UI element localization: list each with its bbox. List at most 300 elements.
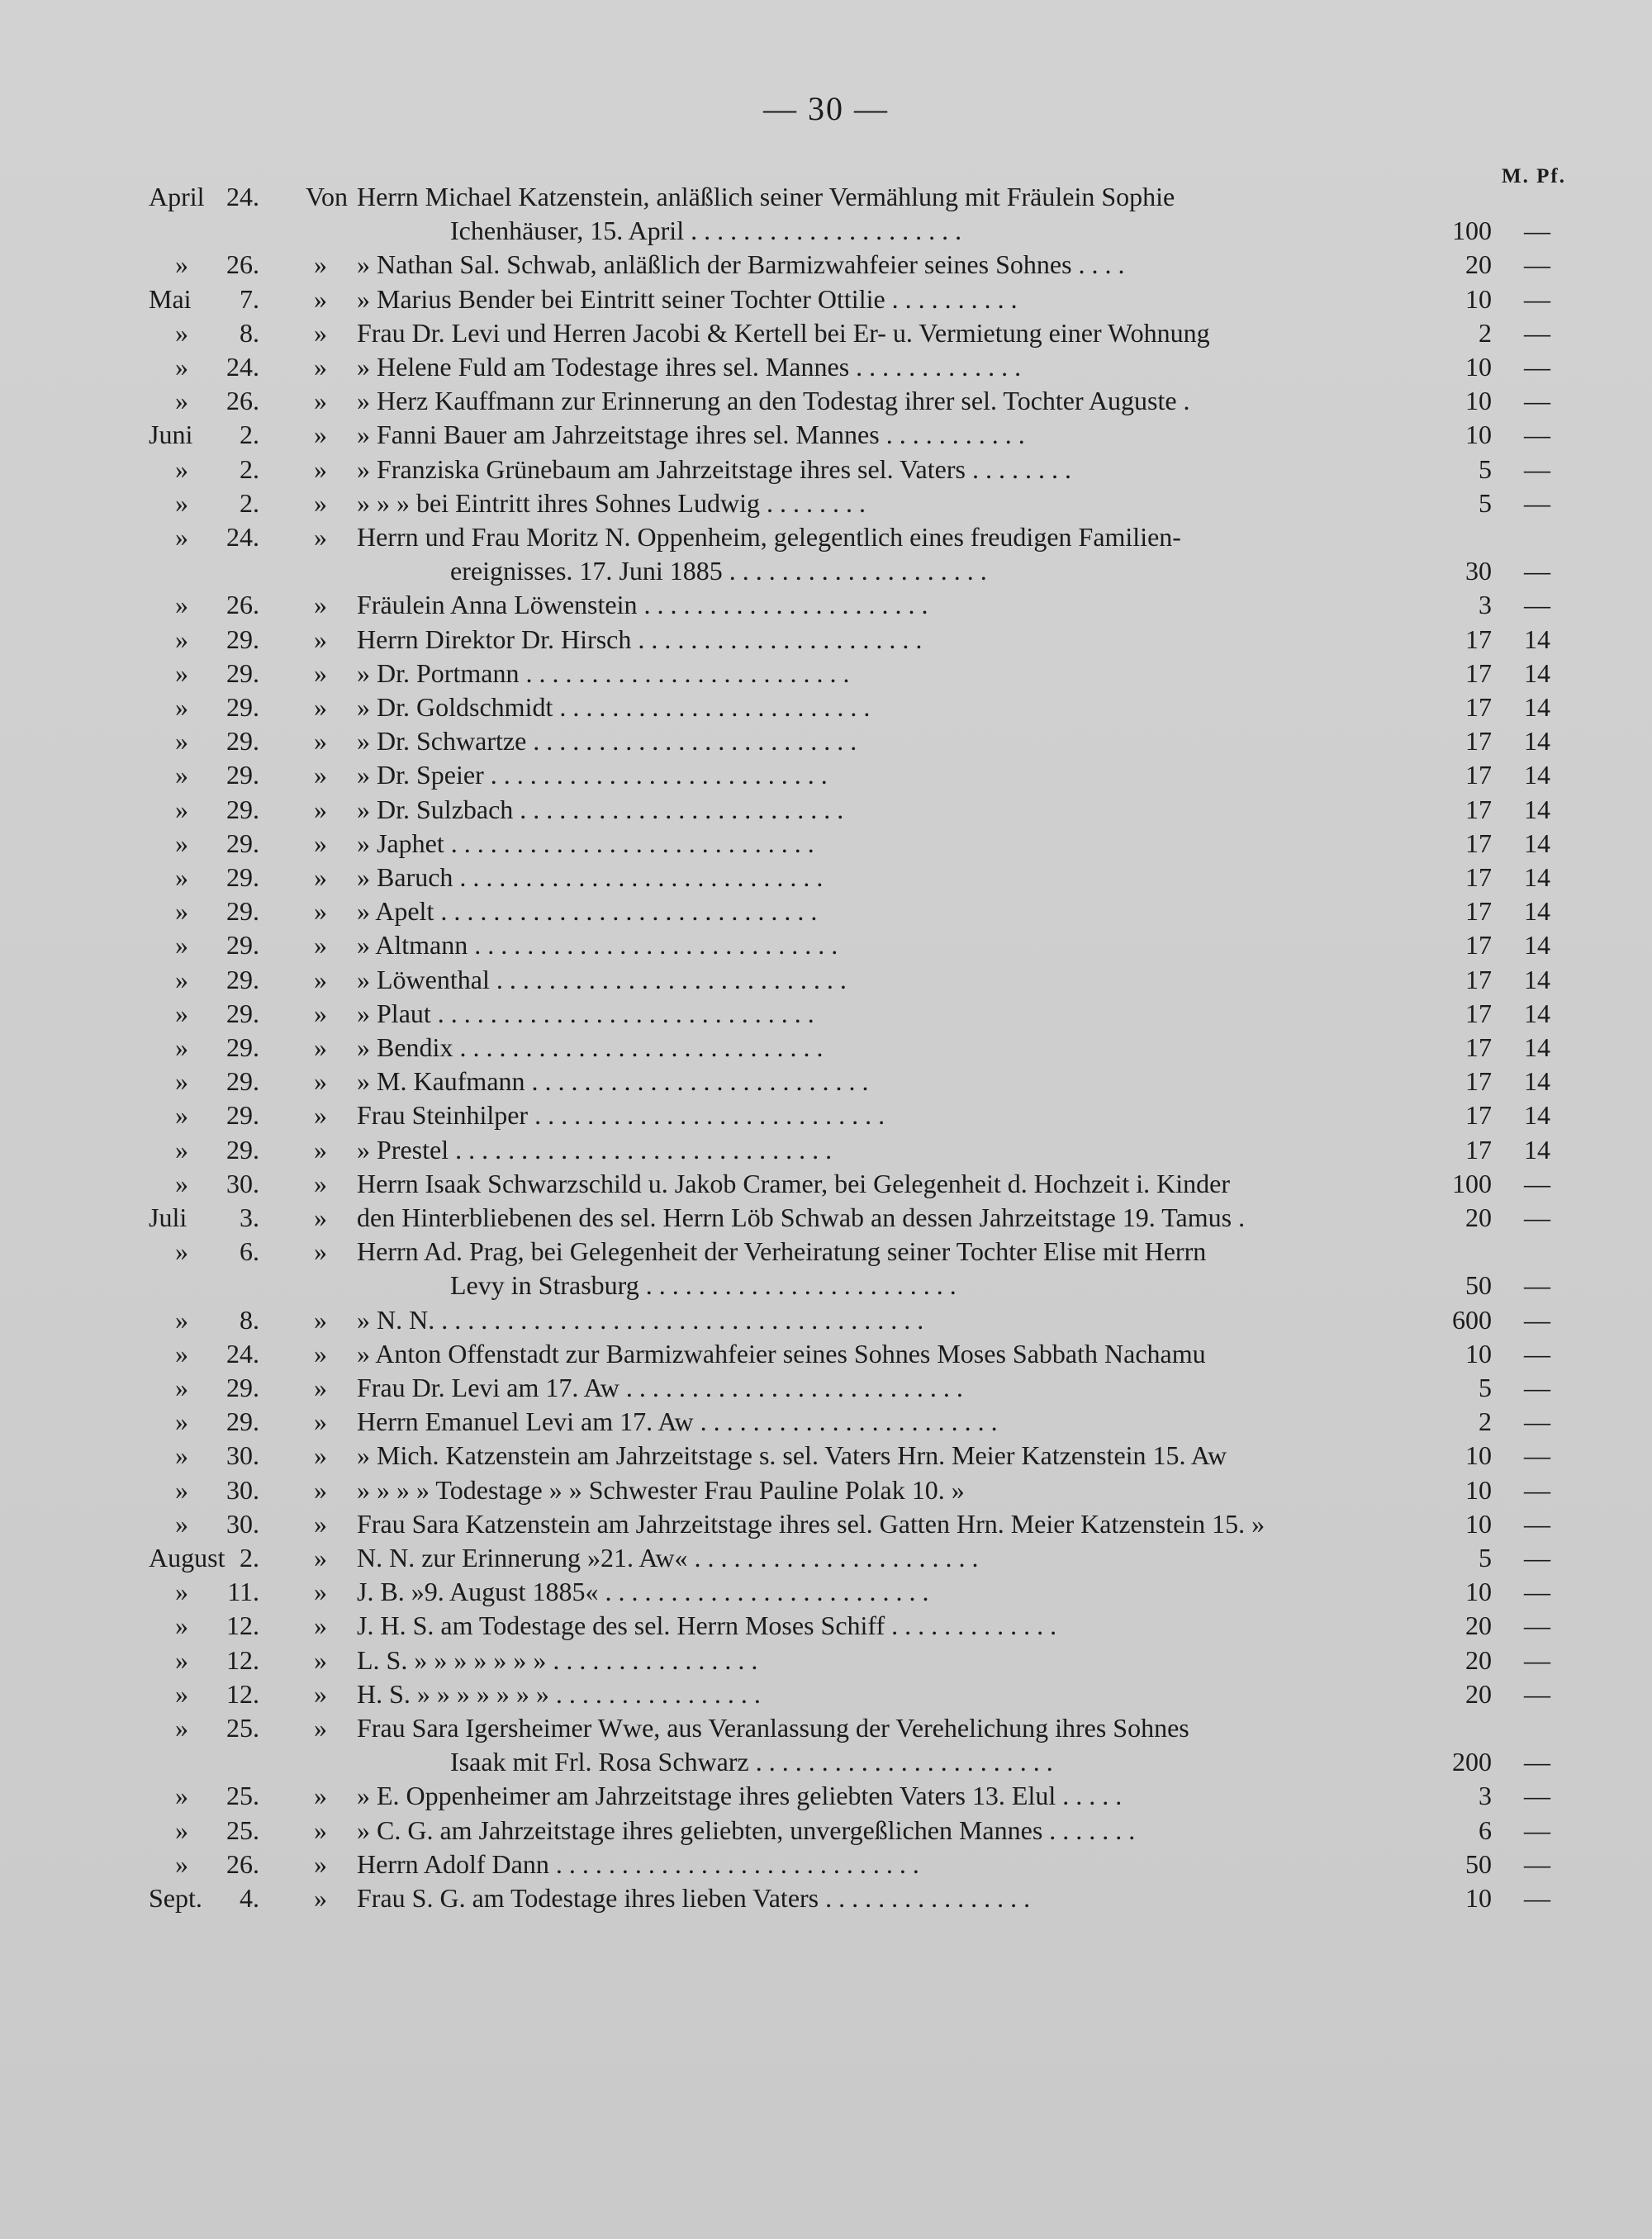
entry-day: 12. [226,1644,259,1675]
entry-text: Frau Dr. Levi und Herren Jacobi & Kertell bei Er- u. Vermietung einer Wohnung [357,317,1210,348]
entry-month: » [175,453,188,484]
entry-day: 8. [240,317,259,348]
entry-text: Herrn Isaak Schwarzschild u. Jakob Cramer, bei Gelegenheit d. Hochzeit i. Kinder [357,1168,1231,1198]
entry-month: » [175,1508,188,1539]
entry-amount-pfennig: — [1524,216,1550,246]
entry-month: » [175,692,188,722]
entry-text: den Hinterbliebenen des sel. Herrn Löb Schwab an dessen Jahrzeitstage 19. Tamus . [357,1203,1246,1232]
entry-amount-mark: 10 [1465,1508,1492,1539]
entry-day: 29. [226,760,259,790]
entry-von: » [314,1338,327,1369]
entry-amount-pfennig: 14 [1524,1100,1550,1131]
entry-row [0,1676,1652,1712]
entry-text: Fräulein Anna Löwenstein . . . . . . . . . . . . . . . . . . . . . . [357,590,928,620]
entry-day: 29. [226,692,259,722]
entry-month: » [175,760,188,790]
entry-von: » [314,1032,327,1062]
entry-amount-mark: 2 [1479,317,1492,348]
entry-amount-pfennig: — [1524,1203,1550,1232]
entry-amount-mark: 5 [1479,453,1492,484]
entry-von: » [314,964,327,994]
entry-amount-mark: 30 [1465,556,1492,586]
entry-day: 29. [226,624,259,654]
entry-day: 26. [226,249,259,280]
entry-text: H. S. » » » » » » » . . . . . . . . . . . . . . . . [357,1678,761,1709]
entry-amount-pfennig: — [1524,1338,1550,1369]
entry-von: » [314,1644,327,1675]
entry-day: 29. [226,862,259,892]
entry-text: » Helene Fuld am Todestage ihres sel. Mannes . . . . . . . . . . . . . [357,352,1022,382]
entry-text: Herrn Adolf Dann . . . . . . . . . . . . . . . . . . . . . . . . . . . . [357,1848,919,1879]
entry-day: 29. [226,726,259,757]
entry-amount-mark: 17 [1465,1100,1492,1131]
entry-row [0,349,1652,385]
entry-day: 26. [226,386,259,416]
entry-row [0,1437,1652,1473]
entry-day: 3. [240,1203,259,1232]
entry-day: 24. [226,522,259,552]
entry-text: Levy in Strasburg . . . . . . . . . . . . . . . . . . . . . . . . [450,1270,957,1301]
entry-amount-pfennig: — [1524,1814,1550,1845]
entry-von: » [314,1440,327,1471]
entry-row [0,1335,1652,1372]
entry-amount-mark: 17 [1465,624,1492,654]
entry-month: » [175,1134,188,1165]
entry-day: 29. [226,1032,259,1062]
entry-amount-pfennig: — [1524,1304,1550,1335]
entry-amount-pfennig: — [1524,420,1550,450]
entry-text: » Prestel . . . . . . . . . . . . . . . . . . . . . . . . . . . . . [357,1134,833,1165]
entry-row [0,1812,1652,1848]
entry-amount-pfennig: — [1524,1168,1550,1198]
entry-row [0,1472,1652,1508]
entry-month: » [175,1781,188,1811]
entry-amount-mark: 17 [1465,998,1492,1028]
entry-month: » [175,1644,188,1675]
entry-text: » Löwenthal . . . . . . . . . . . . . . . . . . . . . . . . . . . [357,964,847,994]
entry-amount-mark: 10 [1465,283,1492,314]
entry-month: » [175,1066,188,1097]
entry-amount-pfennig: — [1524,1577,1550,1607]
page-number: — 30 — [763,90,889,127]
entry-text: » Dr. Schwartze . . . . . . . . . . . . . . . . . . . . . . . . . [357,726,857,757]
entry-amount-mark: 17 [1465,828,1492,858]
entry-month: » [175,657,188,688]
entry-text: N. N. zur Erinnerung »21. Aw« . . . . . . . . . . . . . . . . . . . . . . [357,1543,979,1573]
entry-amount-pfennig: 14 [1524,794,1550,824]
entry-day: 2. [240,453,259,484]
entry-text: » Franziska Grünebaum am Jahrzeitstage ihres sel. Vaters . . . . . . . . [357,453,1071,484]
entry-row [0,757,1652,793]
entry-text: Herrn Ad. Prag, bei Gelegenheit der Verheiratung seiner Tochter Elise mit Herrn [357,1236,1207,1267]
entry-text: » Herz Kauffmann zur Erinnerung an den Todestag ihrer sel. Tochter Auguste . [357,386,1190,416]
entry-amount-mark: 10 [1465,1338,1492,1369]
entry-row-continuation [0,1743,1652,1780]
currency-header: M. Pf. [1502,165,1566,187]
entry-day: 29. [226,930,259,961]
entry-month: » [175,386,188,416]
entry-month: » [175,522,188,552]
entry-text: Frau S. G. am Todestage ihres lieben Vaters . . . . . . . . . . . . . . . . [357,1883,1031,1913]
entry-amount-mark: 50 [1465,1848,1492,1879]
entry-month: » [175,896,188,927]
entry-row [0,893,1652,929]
entry-text: Herrn Emanuel Levi am 17. Aw . . . . . . . . . . . . . . . . . . . . . . . [357,1406,998,1437]
entry-amount-mark: 10 [1465,1474,1492,1505]
entry-von: » [314,386,327,416]
entry-row-continuation [0,212,1652,249]
entry-von: » [314,352,327,382]
entry-amount-pfennig: — [1524,1610,1550,1641]
entry-amount-mark: 5 [1479,1373,1492,1402]
entry-month: » [175,1236,188,1267]
entry-von: » [314,590,327,620]
entry-row [0,1607,1652,1644]
entry-amount-pfennig: — [1524,1848,1550,1879]
entry-day: 11. [227,1577,259,1607]
entry-amount-mark: 10 [1465,352,1492,382]
entry-row-continuation [0,553,1652,589]
entry-text: » » » bei Eintritt ihres Sohnes Ludwig . . . . . . . . [357,487,866,518]
entry-amount-pfennig: 14 [1524,1066,1550,1097]
entry-day: 26. [226,1848,259,1879]
entry-row [0,416,1652,453]
entry-text: » Plaut . . . . . . . . . . . . . . . . . . . . . . . . . . . . . [357,998,814,1028]
entry-amount-pfennig: — [1524,1270,1550,1301]
entry-month: August [149,1543,225,1573]
entry-amount-pfennig: — [1524,283,1550,314]
entry-day: 25. [226,1781,259,1811]
entry-day: 4. [240,1883,259,1913]
entry-month: » [175,862,188,892]
entry-row [0,1846,1652,1882]
entry-amount-mark: 5 [1479,1543,1492,1573]
entry-row [0,1233,1652,1269]
entry-row [0,1369,1652,1406]
entry-amount-pfennig: 14 [1524,896,1550,927]
entry-month: » [175,487,188,518]
entry-amount-mark: 17 [1465,1032,1492,1062]
entry-amount-mark: 17 [1465,726,1492,757]
entry-day: 29. [226,896,259,927]
entry-von: » [314,1577,327,1607]
entry-row [0,1097,1652,1133]
entry-amount-pfennig: — [1524,1373,1550,1402]
entry-day: 26. [226,590,259,620]
entry-amount-pfennig: — [1524,487,1550,518]
entry-text: ereignisses. 17. Juni 1885 . . . . . . . . . . . . . . . . . . . . [450,556,987,586]
entry-amount-mark: 10 [1465,1577,1492,1607]
entry-amount-pfennig: 14 [1524,828,1550,858]
entry-amount-pfennig: — [1524,386,1550,416]
entry-month: » [175,1440,188,1471]
entry-amount-pfennig: — [1524,1678,1550,1709]
entry-von: » [314,249,327,280]
entry-month: Sept. [149,1883,202,1913]
entry-amount-pfennig: — [1524,590,1550,620]
entry-month: Mai [149,283,192,314]
entry-amount-pfennig: 14 [1524,964,1550,994]
entry-von: » [314,1713,327,1743]
entry-von: » [314,1236,327,1267]
entry-day: 29. [226,964,259,994]
entry-day: 29. [226,657,259,688]
entry-von: » [314,1168,327,1198]
entry-amount-mark: 6 [1479,1814,1492,1845]
entry-day: 24. [226,182,259,211]
entry-amount-pfennig: — [1524,453,1550,484]
entry-month: » [175,828,188,858]
entry-text: » Apelt . . . . . . . . . . . . . . . . . . . . . . . . . . . . . [357,896,818,927]
entry-text: Isaak mit Frl. Rosa Schwarz . . . . . . . . . . . . . . . . . . . . . . . [450,1747,1053,1777]
entry-text: » Japhet . . . . . . . . . . . . . . . . . . . . . . . . . . . . [357,828,814,858]
entry-month: » [175,930,188,961]
entry-amount-pfennig: — [1524,1747,1550,1777]
entry-von: » [314,794,327,824]
entry-text: L. S. » » » » » » » . . . . . . . . . . . . . . . . [357,1644,758,1675]
entry-day: 8. [240,1304,259,1335]
entry-text: » Dr. Speier . . . . . . . . . . . . . . . . . . . . . . . . . . [357,760,828,790]
entry-amount-mark: 17 [1465,964,1492,994]
entry-amount-pfennig: 14 [1524,657,1550,688]
entry-amount-mark: 20 [1465,1610,1492,1641]
entry-amount-mark: 10 [1465,1440,1492,1471]
entry-row [0,723,1652,759]
entry-month: » [175,1168,188,1198]
entry-amount-pfennig: — [1524,556,1550,586]
entry-day: 12. [226,1678,259,1709]
entry-amount-pfennig: — [1524,1644,1550,1675]
entry-day: 2. [240,420,259,450]
entry-row [0,1710,1652,1746]
entry-von: » [314,1543,327,1573]
entry-amount-mark: 17 [1465,862,1492,892]
entry-day: 24. [226,352,259,382]
entry-day: 25. [226,1713,259,1743]
entry-amount-mark: 20 [1465,1678,1492,1709]
entry-text: » M. Kaufmann . . . . . . . . . . . . . . . . . . . . . . . . . . [357,1066,869,1097]
entry-amount-pfennig: 14 [1524,692,1550,722]
entry-month: » [175,1304,188,1335]
entry-month: » [175,624,188,654]
entry-day: 30. [226,1474,259,1505]
entry-month: » [175,249,188,280]
entry-day: 30. [226,1440,259,1471]
entry-row [0,995,1652,1032]
entry-amount-pfennig: — [1524,1883,1550,1913]
entry-row [0,1506,1652,1542]
entry-day: 29. [226,1373,259,1402]
entry-amount-mark: 200 [1452,1747,1492,1777]
entry-text: » Fanni Bauer am Jahrzeitstage ihres sel. Mannes . . . . . . . . . . . [357,420,1025,450]
entry-row [0,621,1652,657]
entry-amount-mark: 10 [1465,420,1492,450]
entry-month: Juli [149,1203,188,1232]
entry-amount-mark: 2 [1479,1406,1492,1437]
entry-von: » [314,896,327,927]
entry-row [0,1573,1652,1610]
entry-row [0,1880,1652,1916]
entry-von: » [314,998,327,1028]
entry-amount-pfennig: — [1524,1543,1550,1573]
entry-amount-pfennig: — [1524,1406,1550,1437]
entry-amount-pfennig: 14 [1524,1134,1550,1165]
entry-amount-mark: 20 [1465,1644,1492,1675]
entry-day: 6. [240,1236,259,1267]
entry-row [0,791,1652,828]
entry-month: » [175,590,188,620]
entry-row [0,1131,1652,1168]
entry-text: » Mich. Katzenstein am Jahrzeitstage s. sel. Vaters Hrn. Meier Katzenstein 15. Aw [357,1440,1227,1471]
entry-day: 24. [226,1338,259,1369]
entry-von: » [314,1406,327,1437]
entry-row [0,246,1652,282]
entry-amount-mark: 10 [1465,1883,1492,1913]
entry-text: Frau Sara Igersheimer Wwe, aus Veranlassung der Verehelichung ihres Sohnes [357,1713,1189,1743]
entry-text: Frau Dr. Levi am 17. Aw . . . . . . . . . . . . . . . . . . . . . . . . . . [357,1373,963,1402]
entry-row [0,1302,1652,1338]
entry-amount-mark: 17 [1465,657,1492,688]
entry-text: Frau Steinhilper . . . . . . . . . . . . . . . . . . . . . . . . . . . [357,1100,885,1131]
entry-von: » [314,453,327,484]
entry-row [0,281,1652,317]
entry-row [0,859,1652,895]
entry-von: » [314,1100,327,1131]
entry-amount-pfennig: — [1524,1440,1550,1471]
entry-amount-mark: 600 [1452,1304,1492,1335]
entry-text: Frau Sara Katzenstein am Jahrzeitstage ihres sel. Gatten Hrn. Meier Katzenstein 15. » [357,1508,1265,1539]
entry-row [0,1539,1652,1576]
entry-row [0,927,1652,963]
entry-von: » [314,420,327,450]
entry-text: Ichenhäuser, 15. April . . . . . . . . . . . . . . . . . . . . . [450,216,962,246]
entry-row [0,1029,1652,1065]
entry-text: » Anton Offenstadt zur Barmizwahfeier seines Sohnes Moses Sabbath Nachamu [357,1338,1206,1369]
entry-amount-mark: 10 [1465,386,1492,416]
entry-von: » [314,1848,327,1879]
entry-amount-mark: 100 [1452,216,1492,246]
entry-month: » [175,1678,188,1709]
entry-month: » [175,998,188,1028]
entry-day: 30. [226,1508,259,1539]
entry-amount-pfennig: 14 [1524,1032,1550,1062]
entry-amount-pfennig: — [1524,1474,1550,1505]
entry-text: » C. G. am Jahrzeitstage ihres geliebten, unvergeßlichen Mannes . . . . . . . [357,1814,1136,1845]
entry-von: » [314,1203,327,1232]
entry-day: 29. [226,998,259,1028]
entry-day: 29. [226,1100,259,1131]
entry-day: 12. [226,1610,259,1641]
entry-amount-pfennig: 14 [1524,726,1550,757]
entry-amount-pfennig: 14 [1524,930,1550,961]
entry-amount-mark: 50 [1465,1270,1492,1301]
entry-text: » Dr. Sulzbach . . . . . . . . . . . . . . . . . . . . . . . . . [357,794,844,824]
entry-month: Juni [149,420,193,450]
entry-row [0,382,1652,419]
entry-amount-pfennig: 14 [1524,760,1550,790]
entry-amount-pfennig: 14 [1524,862,1550,892]
entry-text: » Marius Bender bei Eintritt seiner Tochter Ottilie . . . . . . . . . . [357,283,1018,314]
entry-row [0,689,1652,725]
entry-row [0,1063,1652,1099]
entry-amount-pfennig: 14 [1524,624,1550,654]
entry-day: 25. [226,1814,259,1845]
entry-day: 2. [240,1543,259,1573]
entry-amount-mark: 100 [1452,1168,1492,1198]
entry-amount-pfennig: — [1524,1508,1550,1539]
entry-month: » [175,726,188,757]
entry-von: » [314,692,327,722]
entry-amount-pfennig: 14 [1524,998,1550,1028]
entry-amount-pfennig: — [1524,1781,1550,1811]
entry-month: » [175,1474,188,1505]
entry-month: » [175,1713,188,1743]
entry-text: J. B. »9. August 1885« . . . . . . . . . . . . . . . . . . . . . . . . . [357,1577,929,1607]
entry-row [0,1403,1652,1440]
entry-von: » [314,1066,327,1097]
entry-row [0,961,1652,998]
entry-amount-mark: 17 [1465,896,1492,927]
entry-amount-mark: 17 [1465,794,1492,824]
entry-row-continuation [0,1267,1652,1303]
entry-month: » [175,317,188,348]
entry-row [0,825,1652,861]
entry-day: 29. [226,1134,259,1165]
entry-row [0,315,1652,351]
entry-von: » [314,1373,327,1402]
entry-row [0,1165,1652,1202]
entry-day: 2. [240,487,259,518]
entry-month: » [175,1100,188,1131]
entry-von: » [314,522,327,552]
entry-text: J. H. S. am Todestage des sel. Herrn Moses Schiff . . . . . . . . . . . . . [357,1610,1057,1641]
entry-month: » [175,1338,188,1369]
entry-row [0,1777,1652,1814]
entry-day: 7. [240,283,259,314]
entry-amount-mark: 17 [1465,692,1492,722]
entry-month: April [149,182,205,211]
entry-von: Von [306,182,348,211]
entry-text: » Baruch . . . . . . . . . . . . . . . . . . . . . . . . . . . . [357,862,824,892]
entry-month: » [175,1032,188,1062]
entry-row [0,519,1652,555]
entry-von: » [314,1474,327,1505]
entry-row [0,655,1652,691]
entry-amount-mark: 5 [1479,487,1492,518]
entry-von: » [314,1883,327,1913]
entry-von: » [314,862,327,892]
entry-amount-pfennig: — [1524,249,1550,280]
entry-row [0,1199,1652,1236]
entry-amount-mark: 20 [1465,249,1492,280]
entry-month: » [175,1610,188,1641]
entry-von: » [314,726,327,757]
entry-amount-mark: 17 [1465,760,1492,790]
entry-day: 29. [226,1066,259,1097]
entry-amount-mark: 17 [1465,930,1492,961]
entry-month: » [175,1406,188,1437]
entry-row [0,178,1652,215]
entry-row [0,485,1652,521]
entry-amount-pfennig: — [1524,352,1550,382]
entry-day: 30. [226,1168,259,1198]
entry-text: Herrn Michael Katzenstein, anläßlich seiner Vermählung mit Fräulein Sophie [357,182,1175,211]
entry-day: 29. [226,828,259,858]
entry-month: » [175,1373,188,1402]
entry-von: » [314,1134,327,1165]
entry-von: » [314,1781,327,1811]
entry-row [0,586,1652,623]
